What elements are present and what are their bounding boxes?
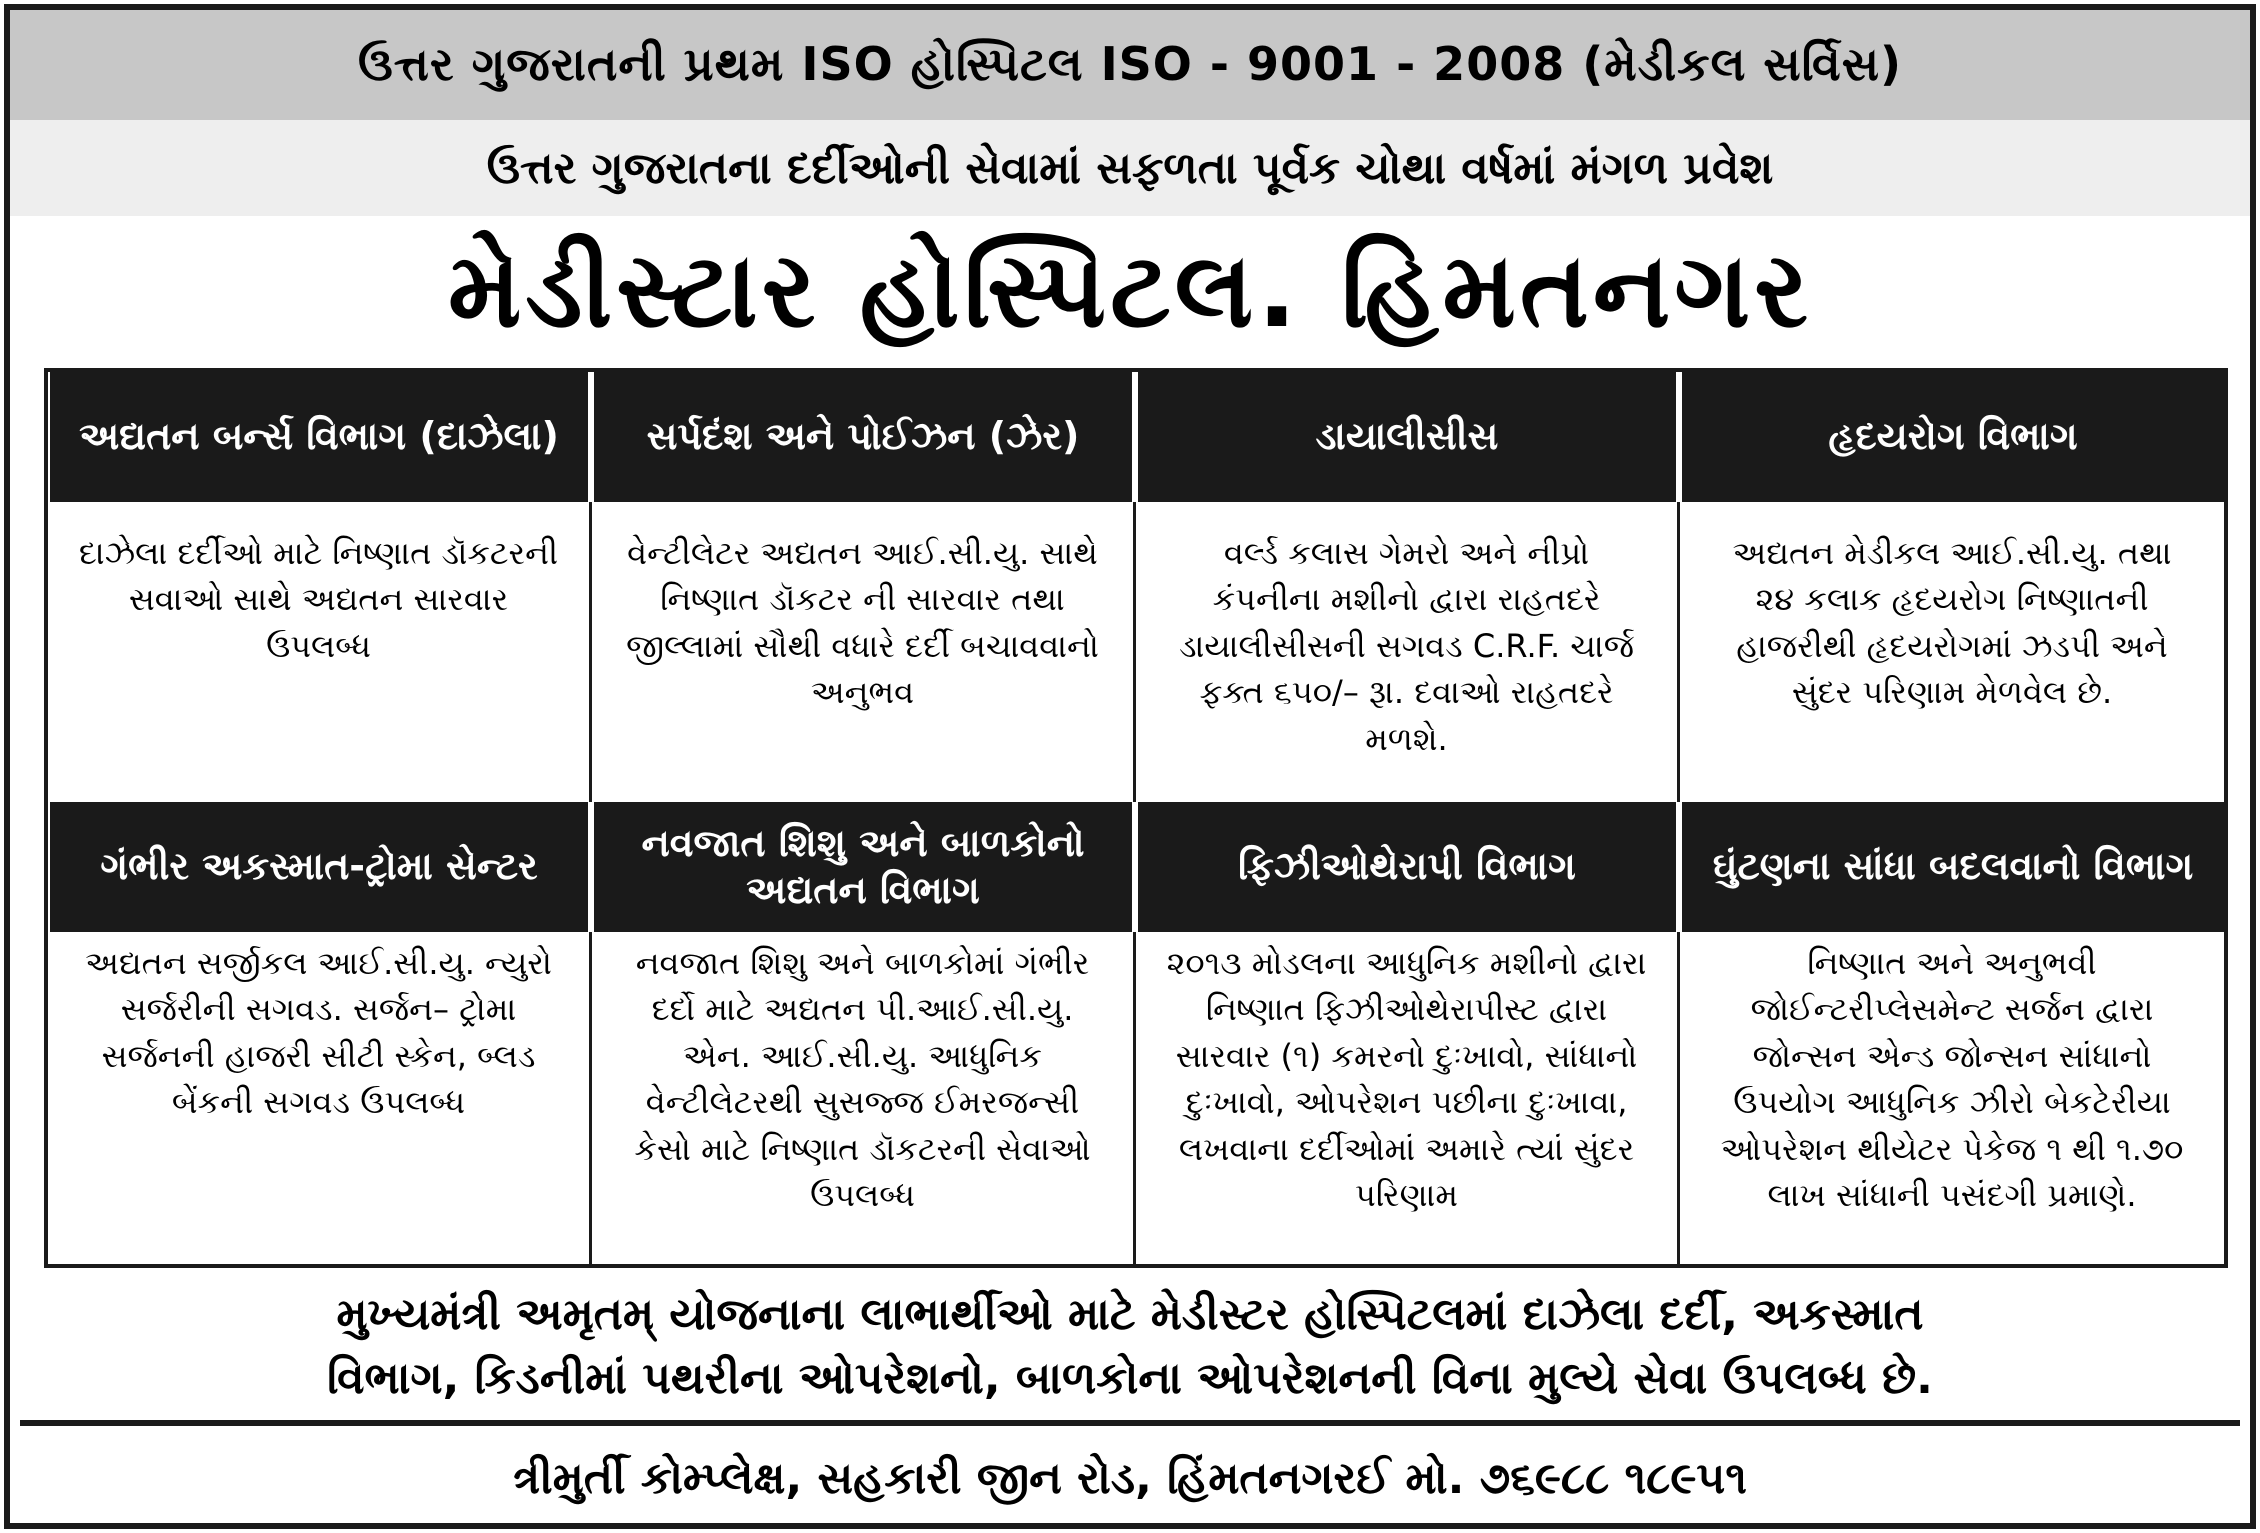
scheme-notice-line-1: મુખ્યમંત્રી અમૃતમ્ યોજનાના લાભાર્થીઓ માટે મેડીસ્ટર હોસ્પિટલમાં દાઝેલા દર્દી, અકસ્માત [336, 1289, 1924, 1341]
services-grid [44, 368, 2228, 1268]
service-body-physiotherapy: ૨૦૧૩ મોડલના આધુનિક મશીનો દ્વારા નિષ્ણાત ફિઝીઓથેરાપીસ્ટ દ્વારા સારવાર (૧) કમરનો દુઃખાવો, સાંધાનો દુઃખાવો, ઓપરેશન પછીના દુઃખાવા, લખવાના દર્દીઓમાં અમારે ત્યાં સુંદર પરિણામ [1136, 932, 1680, 1264]
service-body-trauma: અદ્યતન સર્જીકલ આઈ.સી.યુ. ન્યુરો સર્જરીની સગવડ. સર્જન– ટ્રોમા સર્જનની હાજરી સીટી સ્કેન, બ્લડ બેંકની સગવડ ઉપલબ્ધ [48, 932, 592, 1264]
service-body-cardiology: અદ્યતન મેડીકલ આઈ.સી.યુ. તથા ૨૪ કલાક હૃદયરોગ નિષ્ણાતની હાજરીથી હૃદયરોગમાં ઝડપી અને સુંદર પરિણામ મેળવેલ છે. [1680, 502, 2224, 802]
address-line [10, 1430, 2250, 1526]
advertisement-frame [4, 4, 2256, 1529]
service-title-dialysis: ડાયાલીસીસ [1136, 372, 1680, 502]
service-title-trauma: ગંભીર અકસ્માત-ટ્રોમા સેન્ટર [48, 802, 592, 932]
hospital-name-heading [10, 216, 2250, 364]
anniversary-banner [10, 120, 2250, 216]
iso-banner-text: ઉત્તર ગુજરાતની પ્રથમ ISO હોસ્પિટલ ISO - 9001 - 2008 (મેડીકલ સર્વિસ) [357, 37, 1903, 91]
service-title-burns: અદ્યતન બર્ન્સ વિભાગ (દાઝેલા) [48, 372, 592, 502]
footer-divider [20, 1420, 2240, 1426]
service-body-dialysis: વર્લ્ડ કલાસ ગેમરો અને નીપ્રો કંપનીના મશીનો દ્વારા રાહતદરે ડાયાલીસીસની સગવડ C.R.F. ચાર્જ ફક્ત ૬૫૦/– રૂા. દવાઓ રાહતદરે મળશે. [1136, 502, 1680, 802]
service-title-knee-replacement: ઘુંટણના સાંધા બદલવાનો વિભાગ [1680, 802, 2224, 932]
scheme-notice-line-2: વિભાગ, કિડનીમાં પથરીના ઓપરેશનો, બાળકોના ઓપરેશનની વિના મુલ્યે સેવા ઉપલબ્ધ છે. [327, 1353, 1933, 1404]
iso-banner [10, 10, 2250, 120]
hospital-name: મેડીસ્ટાર હોસ્પિટલ. હિમતનગર [447, 228, 1812, 351]
scheme-notice [10, 1282, 2250, 1412]
address-text: ત્રીમુર્તી કોમ્પ્લેક્ષ, સહકારી જીન રોડ, હિંમતનગરઈ મો. ૭૬૯૮૮ ૧૮૯૫૧ [513, 1452, 1747, 1504]
service-title-snakebite: સર્પદંશ અને પોઈઝન (ઝેર) [592, 372, 1136, 502]
service-title-physiotherapy: ફિઝીઓથેરાપી વિભાગ [1136, 802, 1680, 932]
anniversary-banner-text: ઉત્તર ગુજરાતના દર્દીઓની સેવામાં સફળતા પૂર્વક ચોથા વર્ષમાં મંગળ પ્રવેશ [486, 142, 1774, 194]
service-body-burns: દાઝેલા દર્દીઓ માટે નિષ્ણાત ડૉકટરની સવાઓ સાથે અદ્યતન સારવાર ઉપલબ્ધ [48, 502, 592, 802]
service-body-neonatal: નવજાત શિશુ અને બાળકોમાં ગંભીર દર્દો માટે અદ્યતન પી.આઈ.સી.યુ. એન. આઈ.સી.યુ. આધુનિક વેન્ટીલેટરથી સુસજ્જ ઈમરજન્સી કેસો માટે નિષ્ણાત ડૉકટરની સેવાઓ ઉપલબ્ધ [592, 932, 1136, 1264]
service-body-knee-replacement: નિષ્ણાત અને અનુભવી જોઈન્ટરીપ્લેસમેન્ટ સર્જન દ્વારા જોન્સન એન્ડ જોન્સન સાંધાનો ઉપયોગ આધુનિક ઝીરો બેકટેરીયા ઓપરેશન થીયેટર પેકેજ ૧ થી ૧.૭૦ લાખ સાંધાની પસંદગી પ્રમાણે. [1680, 932, 2224, 1264]
service-title-cardiology: હૃદયરોગ વિભાગ [1680, 372, 2224, 502]
service-body-snakebite: વેન્ટીલેટર અદ્યતન આઈ.સી.યુ. સાથે નિષ્ણાત ડૉકટર ની સારવાર તથા જીલ્લામાં સૌથી વધારે દર્દી બચાવવાનો અનુભવ [592, 502, 1136, 802]
service-title-neonatal: નવજાત શિશુ અને બાળકોનો અદ્યતન વિભાગ [592, 802, 1136, 932]
